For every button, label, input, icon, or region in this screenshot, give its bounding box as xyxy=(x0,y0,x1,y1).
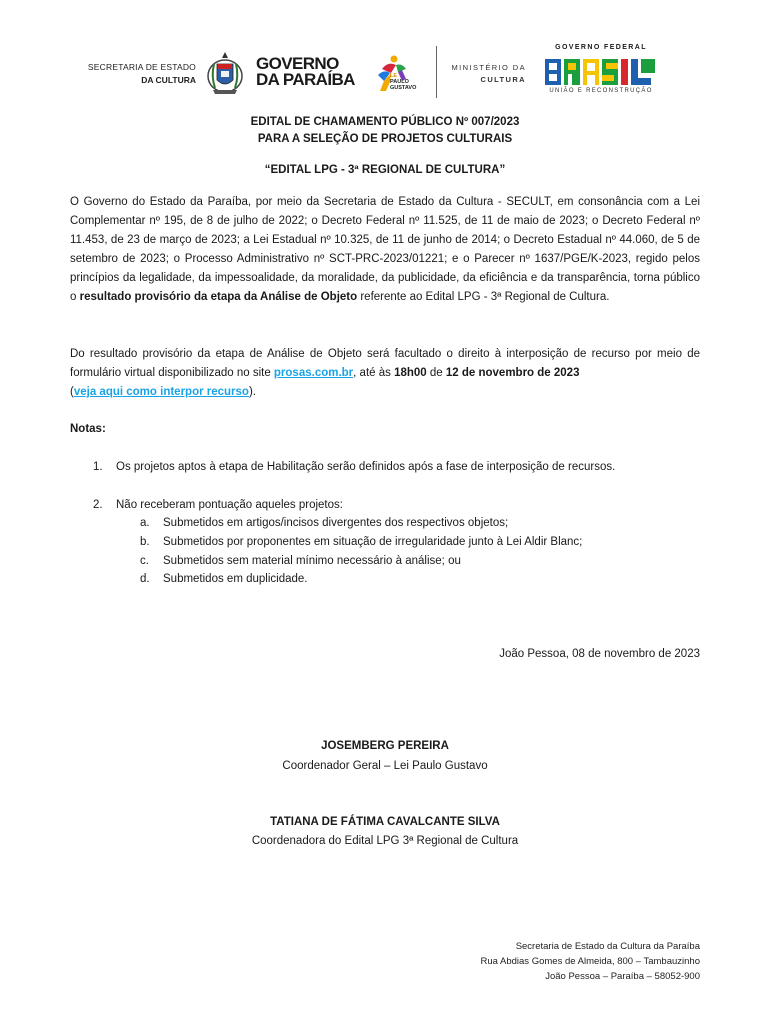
intro-bold-text: resultado provisório da etapa da Análise de Objeto xyxy=(79,291,358,303)
brasil-logo-icon xyxy=(543,55,659,89)
subnote-b-text: Submetidos por proponentes em situação de irregularidade junto à Lei Aldir Blanc; xyxy=(163,536,583,548)
title-line2: PARA A SELEÇÃO DE PROJETOS CULTURAIS xyxy=(257,133,513,145)
secretaria-line2: DA CULTURA xyxy=(141,75,196,85)
intro-end-text: referente ao Edital LPG - 3ª Regional de Cultura. xyxy=(357,291,610,303)
ministerio-line1: MINISTÉRIO DA xyxy=(451,63,526,72)
footer-line3: João Pessoa – Paraíba – 58052-900 xyxy=(545,971,700,982)
interpor-recurso-link[interactable]: veja aqui como interpor recurso xyxy=(73,386,249,398)
edital-title xyxy=(70,114,700,148)
recurso-close-paren: ). xyxy=(248,386,256,398)
note-1-text: Os projetos aptos à etapa de Habilitação serão definidos após a fase de interposição de recursos. xyxy=(116,461,616,473)
notes-heading: Notas: xyxy=(70,423,106,435)
header-divider xyxy=(436,46,437,98)
governo-line2: DA PARAÍBA xyxy=(256,70,355,89)
recurso-paragraph xyxy=(70,345,700,402)
recurso-text: Do resultado provisório da etapa de Análise de Objeto será facultado o direito à interposição de recurso por meio de formulário virtual disponibilizado no site xyxy=(70,348,700,379)
note-2-text: Não receberam pontuação aqueles projetos: xyxy=(116,499,343,511)
recurso-mid1: , até às xyxy=(353,367,395,379)
subnote-d-letter: d. xyxy=(140,573,150,585)
intro-paragraph xyxy=(70,193,700,307)
lei-paulo-gustavo-text xyxy=(390,73,416,91)
lpg-name-line2: GUSTAVO xyxy=(390,85,417,91)
document-date: João Pessoa, 08 de novembro de 2023 xyxy=(499,648,700,660)
edital-subtitle: “EDITAL LPG - 3ª REGIONAL DE CULTURA” xyxy=(264,164,506,176)
subnote-a-text: Submetidos em artigos/incisos divergentes dos respectivos objetos; xyxy=(163,517,509,529)
signatory-2-role: Coordenadora do Edital LPG 3ª Regional de Cultura xyxy=(251,835,519,847)
deadline-time: 18h00 xyxy=(394,367,427,379)
uniao-reconstrucao-text: UNIÃO E RECONSTRUÇÃO xyxy=(549,88,653,94)
ministerio-cultura-logo xyxy=(448,62,526,86)
lpg-name-line1: PAULO xyxy=(390,79,409,85)
governo-paraiba-logo xyxy=(256,56,355,88)
subnote-c-text: Submetidos sem material mínimo necessário à análise; ou xyxy=(163,555,461,567)
secretaria-line1: SECRETARIA DE ESTADO xyxy=(87,62,196,72)
footer-line2: Rua Abdias Gomes de Almeida, 800 – Tambauzinho xyxy=(480,956,700,967)
footer-line1: Secretaria de Estado da Cultura da Paraíba xyxy=(515,941,700,952)
subnote-b-letter: b. xyxy=(140,536,150,548)
deadline-date: 12 de novembro de 2023 xyxy=(445,367,580,379)
ministerio-line2: CULTURA xyxy=(480,75,526,84)
signatory-1-name: JOSEMBERG PEREIRA xyxy=(321,740,449,752)
note-1-number: 1. xyxy=(93,461,103,473)
title-line1: EDITAL DE CHAMAMENTO PÚBLICO Nº 007/2023 xyxy=(250,116,520,128)
governo-line1: GOVERNO xyxy=(256,54,339,73)
subnote-a-letter: a. xyxy=(140,517,150,529)
intro-text: O Governo do Estado da Paraíba, por meio da Secretaria de Estado da Cultura - SECULT, em consonância com a Lei Complementar nº 195, de 8 de julho de 2022; o Decreto Federal nº 11.525, de 11 de maio de 2023; o Decreto Federal nº 11.453, de 23 de março de 2023; a Lei Estadual nº 10.325, de 11 de junho de 2014; o Decreto Estadual nº 44.060, de 5 de setembro de 2023; o Processo Administrativo nº SCT-PRC-2023/01221; e o Parecer nº 1637/PGE/K-2023, regido pelos princípios da legalidade, da impessoalidade, da moralidade, da publicidade, da eficiência e da transparência, torna público o xyxy=(70,196,700,303)
subnote-d-text: Submetidos em duplicidade. xyxy=(163,573,308,585)
recurso-open-paren: ( xyxy=(70,386,74,398)
signatory-1-role: Coordenador Geral – Lei Paulo Gustavo xyxy=(282,760,488,772)
recurso-mid2: de xyxy=(426,367,446,379)
prosas-link[interactable]: prosas.com.br xyxy=(273,367,354,379)
secretaria-logo-text xyxy=(60,61,196,87)
signatory-2-name: TATIANA DE FÁTIMA CAVALCANTE SILVA xyxy=(270,816,500,828)
governo-federal-title: GOVERNO FEDERAL xyxy=(555,44,647,51)
paraiba-coat-of-arms-icon xyxy=(205,50,245,98)
note-2-number: 2. xyxy=(93,499,103,511)
lpg-le-text: LE xyxy=(390,73,398,79)
subnote-c-letter: c. xyxy=(140,555,149,567)
footer-address xyxy=(400,939,700,984)
